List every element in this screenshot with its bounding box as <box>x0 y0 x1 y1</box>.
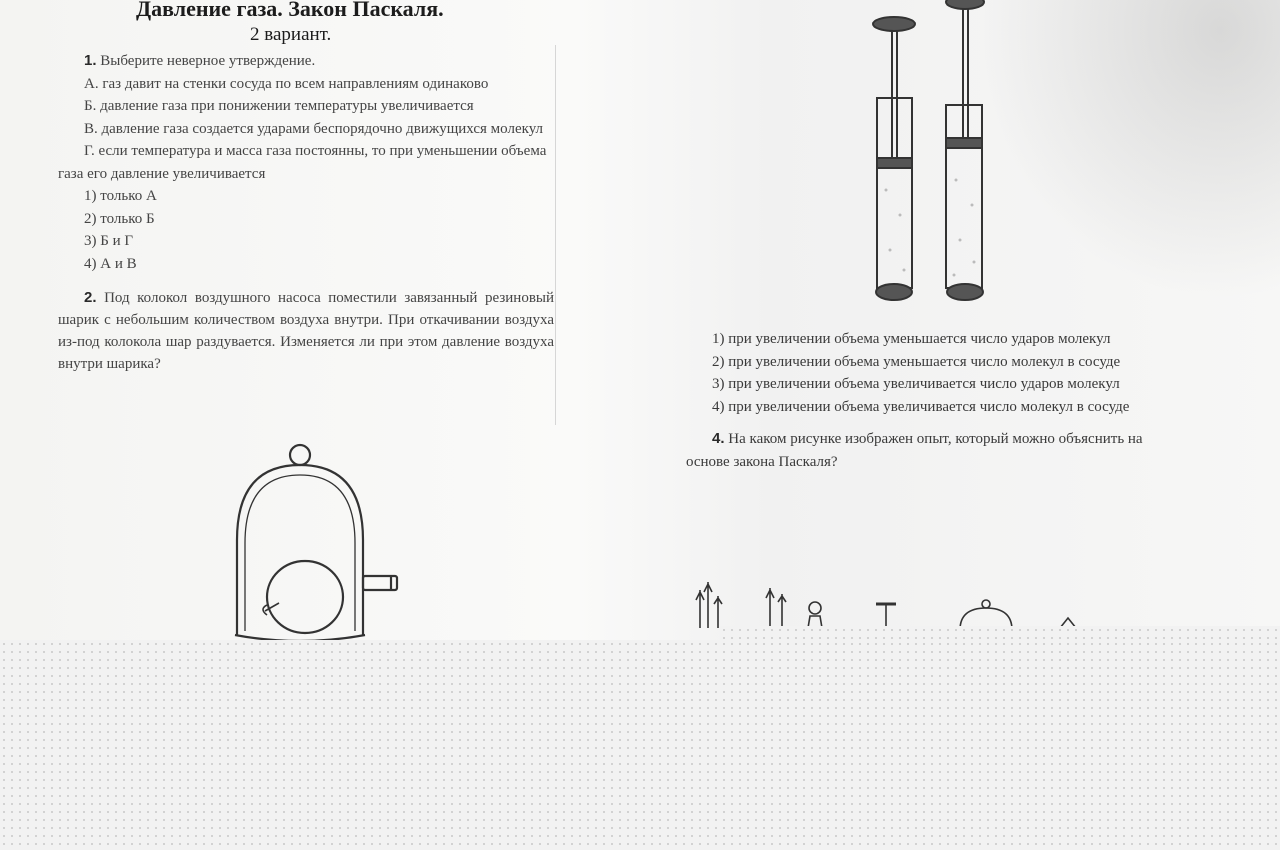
question-number: 4. <box>712 430 725 447</box>
question-1 <box>58 50 554 73</box>
q4-pictures-strip <box>690 570 1170 630</box>
variant-label: 2 вариант. <box>250 24 332 45</box>
question-text: Под колокол воздушного насоса поместили завязанный резиновый шарик с небольшим количеством воздуха внутри. При откачивании воздуха из-под колокола шар раздувается. Изменяется ли при этом давление воздуха внутри шарика? <box>58 290 555 372</box>
statement-v: В. давление газа создается ударами беспорядочно движущихся молекул <box>84 120 544 137</box>
question-number: 2. <box>84 289 97 306</box>
question-text: На каком рисунке изображен опыт, который можно объяснить на основе закона Паскаля? <box>686 431 1143 470</box>
page-fold <box>555 45 556 425</box>
statement-a: А. газ давит на стенки сосуда по всем направлениям одинаково <box>84 75 489 92</box>
right-column <box>686 328 1178 473</box>
statement-b: Б. давление газа при понижении температуры увеличивается <box>84 98 474 114</box>
answer-option: 2) при увеличении объема уменьшается число молекул в сосуде <box>712 353 1121 370</box>
dotted-overlay <box>720 626 1280 640</box>
question-number: 1. <box>84 52 97 69</box>
question-text: Выберите неверное утверждение. <box>100 53 316 69</box>
answer-option: 2) только Б <box>84 210 155 227</box>
page-title: Давление газа. Закон Паскаля. <box>136 0 444 21</box>
answer-option: 4) при увеличении объема увеличивается число молекул в сосуде <box>712 398 1130 415</box>
syringes-illustration <box>860 0 1020 315</box>
answer-option: 1) при увеличении объема уменьшается число ударов молекул <box>712 331 1111 347</box>
left-column <box>58 50 554 375</box>
answer-option: 3) Б и Г <box>84 233 134 249</box>
scan-shadow <box>980 0 1280 300</box>
answer-option: 4) А и В <box>84 255 137 272</box>
answer-option: 3) при увеличении объема увеличивается число ударов молекул <box>712 376 1120 392</box>
statement-g: Г. если температура и масса газа постоянны, то при уменьшении объема газа его давление увеличивается <box>58 143 547 182</box>
bell-jar-illustration <box>225 435 415 640</box>
dotted-background <box>0 640 1280 850</box>
question-4 <box>686 428 1178 473</box>
answer-option: 1) только А <box>84 188 157 204</box>
question-2 <box>58 287 554 375</box>
